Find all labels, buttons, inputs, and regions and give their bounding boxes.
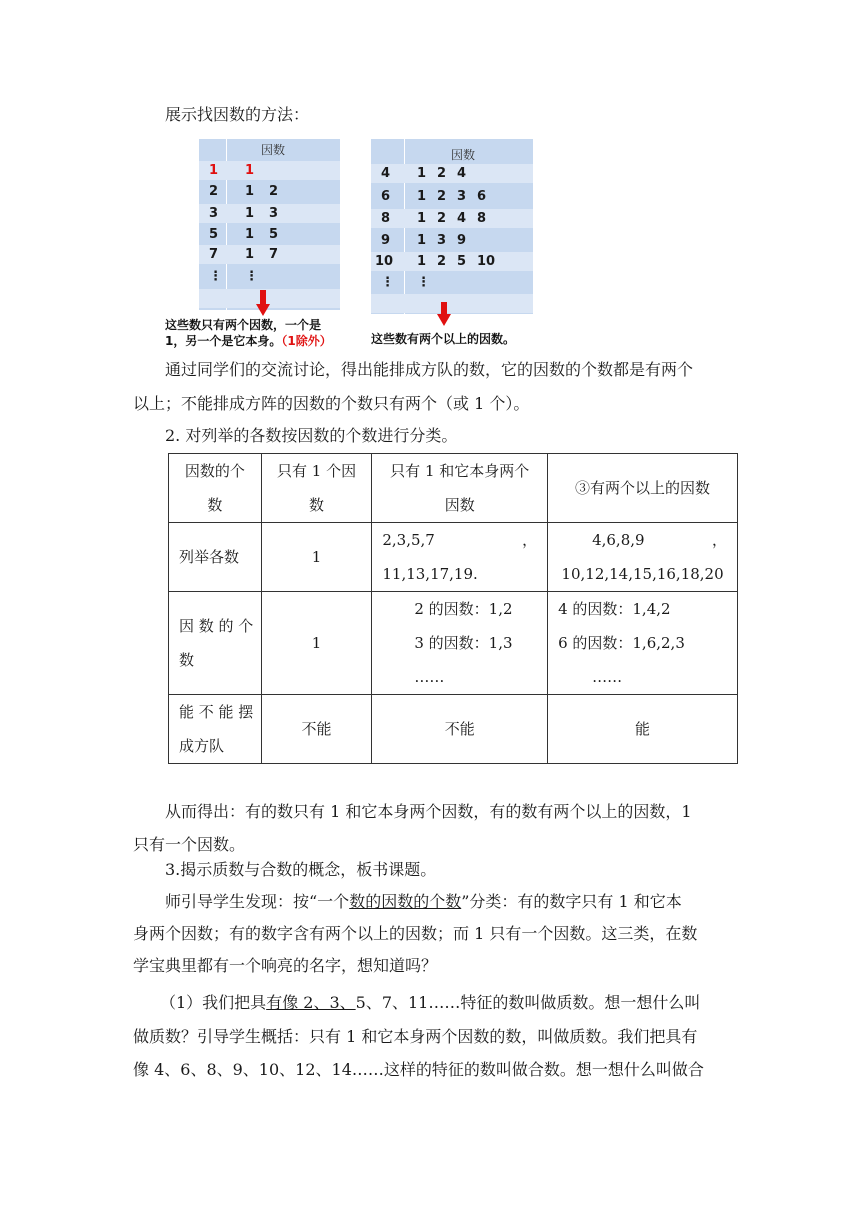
cell: 2 的因数：1,2 3 的因数：1,3 ……	[372, 592, 548, 695]
cell: 1	[261, 592, 372, 695]
left-row-number: 2	[209, 184, 219, 199]
table-row	[169, 523, 738, 592]
down-arrow-icon	[437, 302, 451, 326]
row-label-can-form-square: 能 不 能 摆 成方队	[169, 695, 262, 764]
left-row-factor: 1	[245, 247, 255, 262]
factor-figure-left	[199, 139, 340, 310]
cell: 4 的因数：1,4,2 6 的因数：1,6,2,3 ……	[548, 592, 738, 695]
right-row-number: ⋮	[381, 275, 394, 290]
cell: 能	[548, 695, 738, 764]
intro-text: 展示找因数的方法：	[165, 105, 310, 124]
right-row-factor: 2	[437, 189, 447, 204]
figure-left-header: 因数	[261, 143, 286, 157]
paragraph-1-line-2: 以上；不能排成方阵的因数的个数只有两个（或 1 个）。	[133, 394, 530, 413]
cell: 不能	[372, 695, 548, 764]
right-row-factor: 4	[457, 211, 467, 226]
paragraph-1-line-1: 通过同学们的交流讨论，得出能排成方队的数，它的因数的个数都是有两个	[165, 360, 694, 379]
right-row-factor: 1	[417, 189, 427, 204]
left-row-number: 1	[209, 163, 219, 178]
left-row-factor: 1	[245, 227, 255, 242]
paragraph-3-line-1: 师引导学生发现：按“一个数的因数的个数”分类：有的数字只有 1 和它本	[165, 892, 682, 911]
figure-left-caption-line2: 1，另一个是它本身。（1除外）	[165, 334, 332, 348]
header-one-factor: 只有 1 个因 数	[261, 454, 372, 523]
left-row-factor: ⋮	[245, 269, 258, 284]
right-row-number: 9	[381, 233, 391, 248]
paragraph-4-line-2: 做质数？引导学生概括：只有 1 和它本身两个因数的数，叫做质数。我们把具有	[133, 1027, 698, 1046]
figure-left-caption-line1: 这些数只有两个因数，一个是	[165, 318, 322, 332]
step-2-heading: 2. 对列举的各数按因数的个数进行分类。	[165, 426, 458, 445]
table-header-row	[169, 454, 738, 523]
left-row-number: 5	[209, 227, 219, 242]
right-row-factor: 2	[437, 211, 447, 226]
paragraph-4-line-1: （1）我们把具有像 2、3、5、7、11……特征的数叫做质数。想一想什么叫	[160, 993, 701, 1012]
down-arrow-icon	[256, 290, 270, 316]
paragraph-2-line-2: 只有一个因数。	[133, 835, 246, 854]
step-3-heading: 3.揭示质数与合数的概念，板书课题。	[165, 860, 437, 879]
right-row-number: 6	[381, 189, 391, 204]
left-row-number: ⋮	[209, 269, 222, 284]
right-row-factor: 10	[477, 254, 496, 269]
left-row-factor: 3	[269, 206, 279, 221]
paragraph-2-line-1: 从而得出：有的数只有 1 和它本身两个因数，有的数有两个以上的因数，1	[165, 802, 692, 821]
left-row-factor: 1	[245, 206, 255, 221]
left-row-factor: 2	[269, 184, 279, 199]
row-label-listed-numbers: 列举各数	[169, 523, 262, 592]
right-row-factor: ⋮	[417, 275, 430, 290]
factor-figure-right	[371, 139, 533, 314]
right-row-factor: 3	[457, 189, 467, 204]
header-more-factors: ③有两个以上的因数	[548, 454, 738, 523]
right-row-number: 8	[381, 211, 391, 226]
classification-table	[168, 453, 738, 764]
table-row	[169, 695, 738, 764]
left-row-number: 7	[209, 247, 219, 262]
paragraph-3-line-2: 身两个因数；有的数字含有两个以上的因数；而 1 只有一个因数。这三类，在数	[133, 924, 698, 943]
right-row-factor: 3	[437, 233, 447, 248]
left-row-number: 3	[209, 206, 219, 221]
row-label-factor-count: 因 数 的 个 数	[169, 592, 262, 695]
cell: 2,3,5,7 ， 11,13,17,19.	[372, 523, 548, 592]
right-row-factor: 9	[457, 233, 467, 248]
right-row-number: 10	[375, 254, 394, 269]
figure-left-caption	[165, 317, 332, 349]
right-row-factor: 6	[477, 189, 487, 204]
right-row-factor: 1	[417, 166, 427, 181]
right-row-factor: 1	[417, 254, 427, 269]
right-row-factor: 8	[477, 211, 487, 226]
right-row-factor: 2	[437, 166, 447, 181]
header-factor-count: 因数的个 数	[169, 454, 262, 523]
paragraph-4-line-3: 像 4、6、8、9、10、12、14……这样的特征的数叫做合数。想一想什么叫做合	[133, 1060, 704, 1079]
figure-right-header: 因数	[451, 148, 476, 162]
right-row-factor: 5	[457, 254, 467, 269]
right-row-factor: 1	[417, 233, 427, 248]
right-row-number: 4	[381, 166, 391, 181]
table-row	[169, 592, 738, 695]
cell: 4,6,8,9 ， 10,12,14,15,16,18,20	[548, 523, 738, 592]
cell: 不能	[261, 695, 372, 764]
figure-right-caption: 这些数有两个以上的因数。	[371, 332, 516, 346]
right-row-factor: 2	[437, 254, 447, 269]
right-row-factor: 1	[417, 211, 427, 226]
right-row-factor: 4	[457, 166, 467, 181]
left-row-factor: 7	[269, 247, 279, 262]
header-two-factors: 只有 1 和它本身两个 因数	[372, 454, 548, 523]
left-row-factor: 5	[269, 227, 279, 242]
left-row-factor: 1	[245, 163, 255, 178]
left-row-factor: 1	[245, 184, 255, 199]
cell: 1	[261, 523, 372, 592]
paragraph-3-line-3: 学宝典里都有一个响亮的名字，想知道吗？	[133, 956, 438, 975]
